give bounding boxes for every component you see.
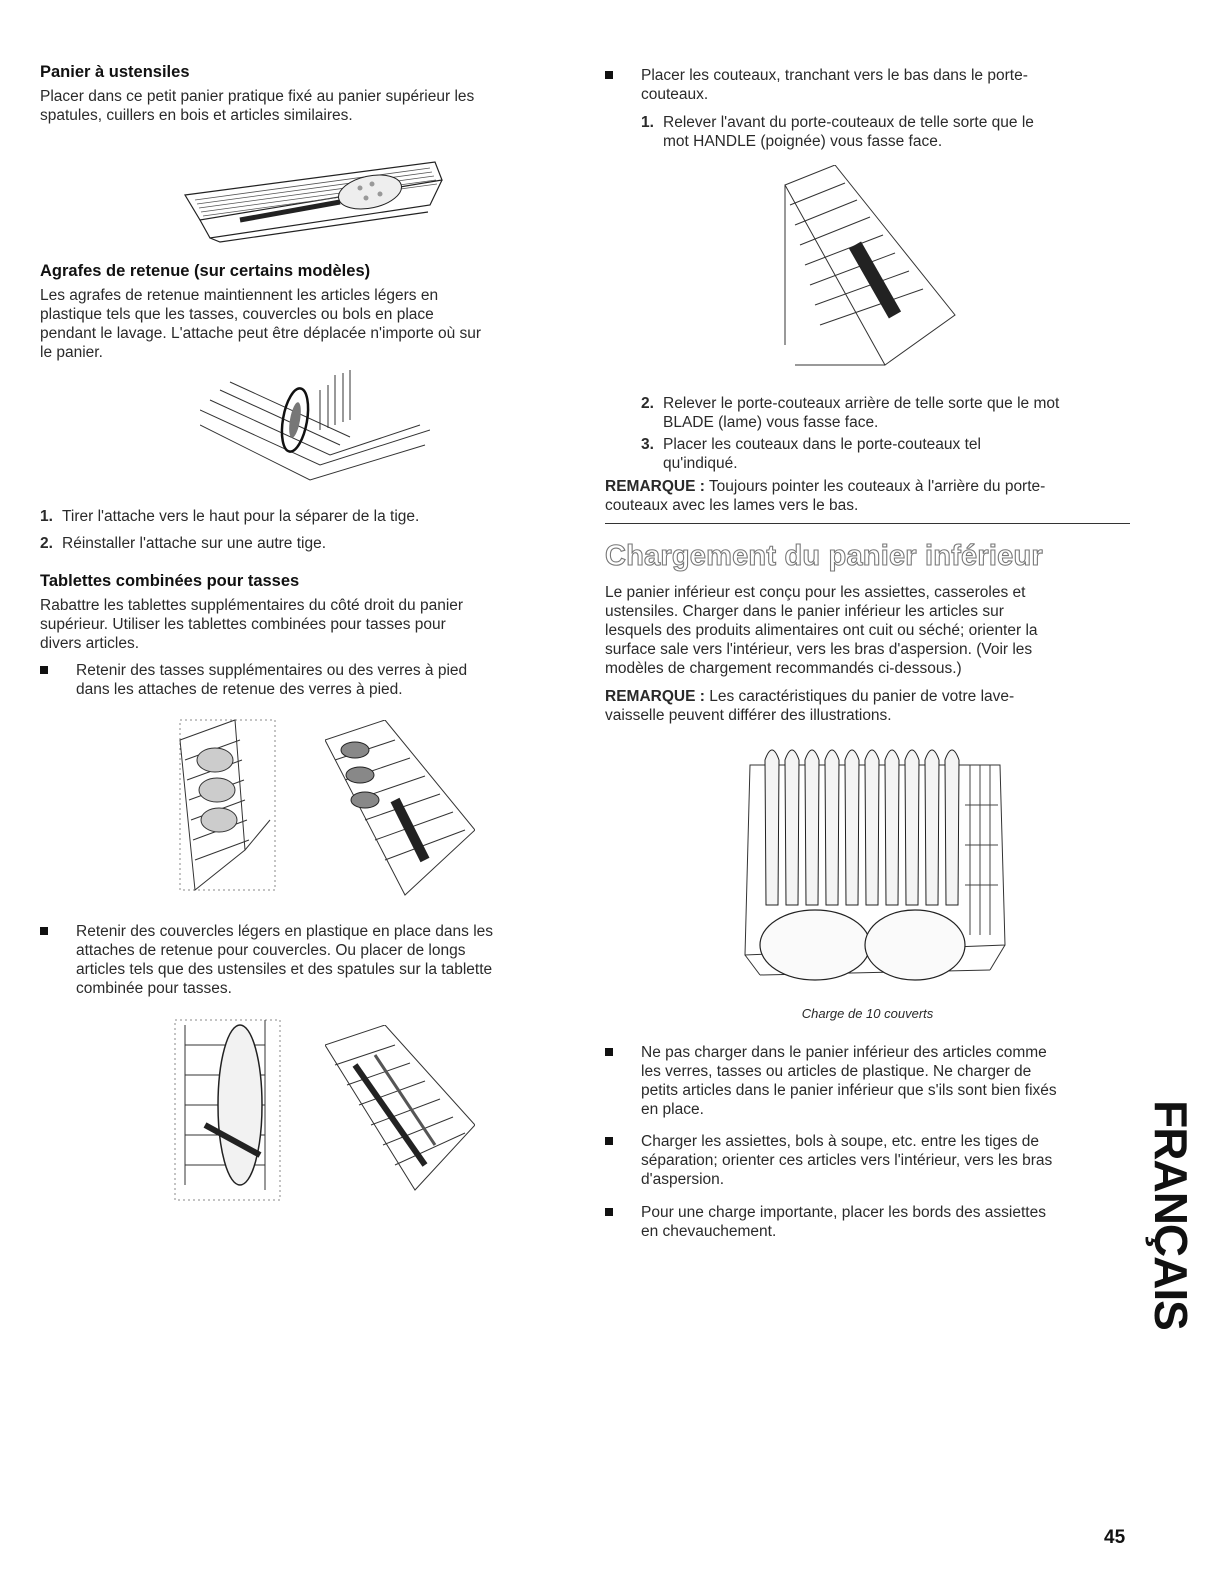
lid-shelf-illustration-left [145, 1015, 285, 1205]
paragraph-cup-shelves: Rabattre les tablettes supplémentaires du côté droit du panier supérieur. Utiliser les tablettes combinées pour tasses pour divers articles. [40, 597, 464, 652]
language-side-tab: FRANÇAIS [1145, 1100, 1197, 1330]
bullet-lower-3: Pour une charge importante, placer les bords des assiettes en chevauchement. [605, 1203, 1130, 1241]
lower-rack-illustration [740, 745, 1010, 985]
knife-step-1: 1. Relever l'avant du porte-couteaux de telle sorte que le mot HANDLE (poignée) vous fasse face. [641, 114, 1034, 150]
heading-retaining-clips: Agrafes de retenue (sur certains modèles) [40, 262, 371, 280]
knife-holder-illustration [775, 165, 965, 375]
utensil-basket-illustration [180, 150, 450, 250]
page-number: 45 [1104, 1527, 1126, 1548]
figure-caption: Charge de 10 couverts [801, 1006, 934, 1021]
knife-step-2: 2. Relever le porte-couteaux arrière de telle sorte que le mot BLADE (lame) vous fasse face. [641, 395, 1060, 431]
cup-shelf-illustration-left [145, 700, 280, 900]
bullet-marker [605, 1048, 613, 1056]
cup-shelf-illustration-right [325, 720, 475, 900]
paragraph-retaining-clips: Les agrafes de retenue maintiennent les articles légers en plastique tels que les tasses, couvercles ou bols en place pendant le lavage. L'attache peut être déplacée n'importe où sur le panier. [40, 287, 482, 361]
note-lower-rack: REMARQUE : Les caractéristiques du panier de votre lave- vaisselle peuvent différer des illustrations. [605, 688, 1015, 724]
heading-utensil-basket: Panier à ustensiles [40, 63, 190, 81]
bullet-stemware: Retenir des tasses supplémentaires ou des verres à pied dans les attaches de retenue des verres à pied. [40, 661, 575, 699]
step-1: 1. Tirer l'attache vers le haut pour la séparer de la tige. [40, 508, 420, 525]
bullet-marker [605, 1208, 613, 1216]
step-2: 2. Réinstaller l'attache sur une autre tige. [40, 535, 327, 552]
bullet-lower-2: Charger les assiettes, bols à soupe, etc. entre les tiges de séparation; orienter ces articles vers l'intérieur, vers les bras d'aspersion. [605, 1132, 1130, 1189]
knife-step-3: 3. Placer les couteaux dans le porte-couteaux tel qu'indiqué. [641, 436, 981, 472]
lid-shelf-illustration-right [325, 1025, 475, 1195]
bullet-knives: Placer les couteaux, tranchant vers le bas dans le porte- couteaux. [605, 66, 1130, 104]
section-divider [605, 523, 1130, 524]
heading-cup-shelves: Tablettes combinées pour tasses [40, 572, 300, 590]
bullet-lids: Retenir des couvercles légers en plastique en place dans les attaches de retenue pour couvercles. Ou placer de longs articles tels que des ustensiles et des spatules sur la tablette combinée pour tasses. [40, 922, 575, 998]
bullet-marker [605, 71, 613, 79]
paragraph-lower-rack: Le panier inférieur est conçu pour les assiettes, casseroles et ustensiles. Charger dans le panier inférieur les articles sur lesquels des produits alimentaires ont cuit ou séché; orienter la surface sale vers l'intérieur, vers les bras d'aspersion. (Voir les modèles de chargement recommandés ci-dessous.) [605, 584, 1038, 677]
section-title: Chargement du panier inférieur [605, 540, 1043, 572]
bullet-lower-1: Ne pas charger dans le panier inférieur des articles comme les verres, tasses ou articles de plastique. Ne charger de petits articles dans le panier inférieur que s'ils sont bien fixés en place. [605, 1043, 1130, 1119]
retaining-clip-illustration [200, 370, 430, 495]
bullet-marker [605, 1137, 613, 1145]
note-knives: REMARQUE : Toujours pointer les couteaux à l'arrière du porte- couteaux avec les lames vers le bas. [605, 478, 1046, 514]
bullet-marker [40, 666, 48, 674]
paragraph-utensil-basket: Placer dans ce petit panier pratique fixé au panier supérieur les spatules, cuillers en bois et articles similaires. [40, 88, 475, 124]
bullet-marker [40, 927, 48, 935]
